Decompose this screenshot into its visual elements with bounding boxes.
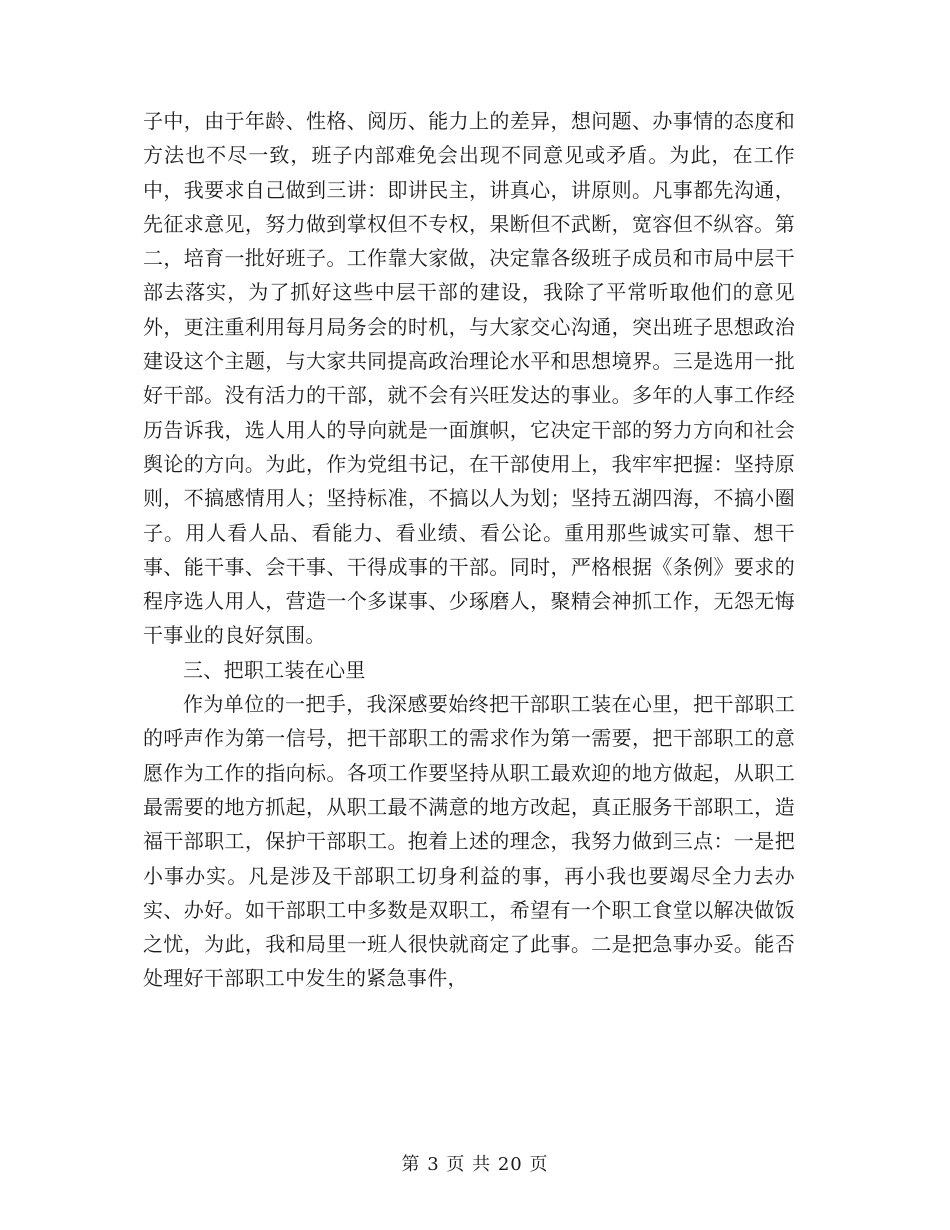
section-heading: 三、把职工装在心里 <box>183 657 366 682</box>
body-paragraph-section-3: 作为单位的一把手，我深感要始终把干部职工装在心里，把干部职工的呼声作为第一信号，把干部职工的需求作为第一需要，把干部职工的意愿作为工作的指向标。各项工作要坚持从职工最欢迎的地方做起，从职工最需要的地方抓起，从职工最不满意的地方改起，真正服务干部职工，造福干部职工，保护干部职工。抱着上述的理念，我努力做到三点：一是把小事办实。凡是涉及干部职工切身利益的事，再小我也要竭尽全力去办实、办好。如干部职工中多数是双职工，希望有一个职工食堂以解决做饭之忧，为此，我和局里一班人很快就商定了此事。二是把急事办妥。能否处理好干部职工中发生的紧急事件， <box>143 692 795 991</box>
page-number-footer: 第 3 页 共 20 页 <box>401 1154 549 1175</box>
document-body <box>143 104 795 996</box>
body-paragraph-continued: 子中，由于年龄、性格、阅历、能力上的差异，想问题、办事情的态度和方法也不尽一致，班子内部难免会出现不同意见或矛盾。为此，在工作中，我要求自己做到三讲：即讲民主，讲真心，讲原则。凡事都先沟通，先征求意见，努力做到掌权但不专权，果断但不武断，宽容但不纵容。第二，培育一批好班子。工作靠大家做，决定靠各级班子成员和市局中层干部去落实，为了抓好这些中层干部的建设，我除了平常听取他们的意见外，更注重利用每月局务会的时机，与大家交心沟通，突出班子思想政治建设这个主题，与大家共同提高政治理论水平和思想境界。三是选用一批好干部。没有活力的干部，就不会有兴旺发达的事业。多年的人事工作经历告诉我，选人用人的导向就是一面旗帜，它决定干部的努力方向和社会舆论的方向。为此，作为党组书记，在干部使用上，我牢牢把握：坚持原则，不搞感情用人；坚持标准，不搞以人为划；坚持五湖四海，不搞小圈子。用人看人品、看能力、看业绩、看公论。重用那些诚实可靠、想干事、能干事、会干事、干得成事的干部。同时，严格根据《条例》要求的程序选人用人，营造一个多谋事、少琢磨人，聚精会神抓工作，无怨无悔干事业的良好氛围。 <box>143 109 795 648</box>
